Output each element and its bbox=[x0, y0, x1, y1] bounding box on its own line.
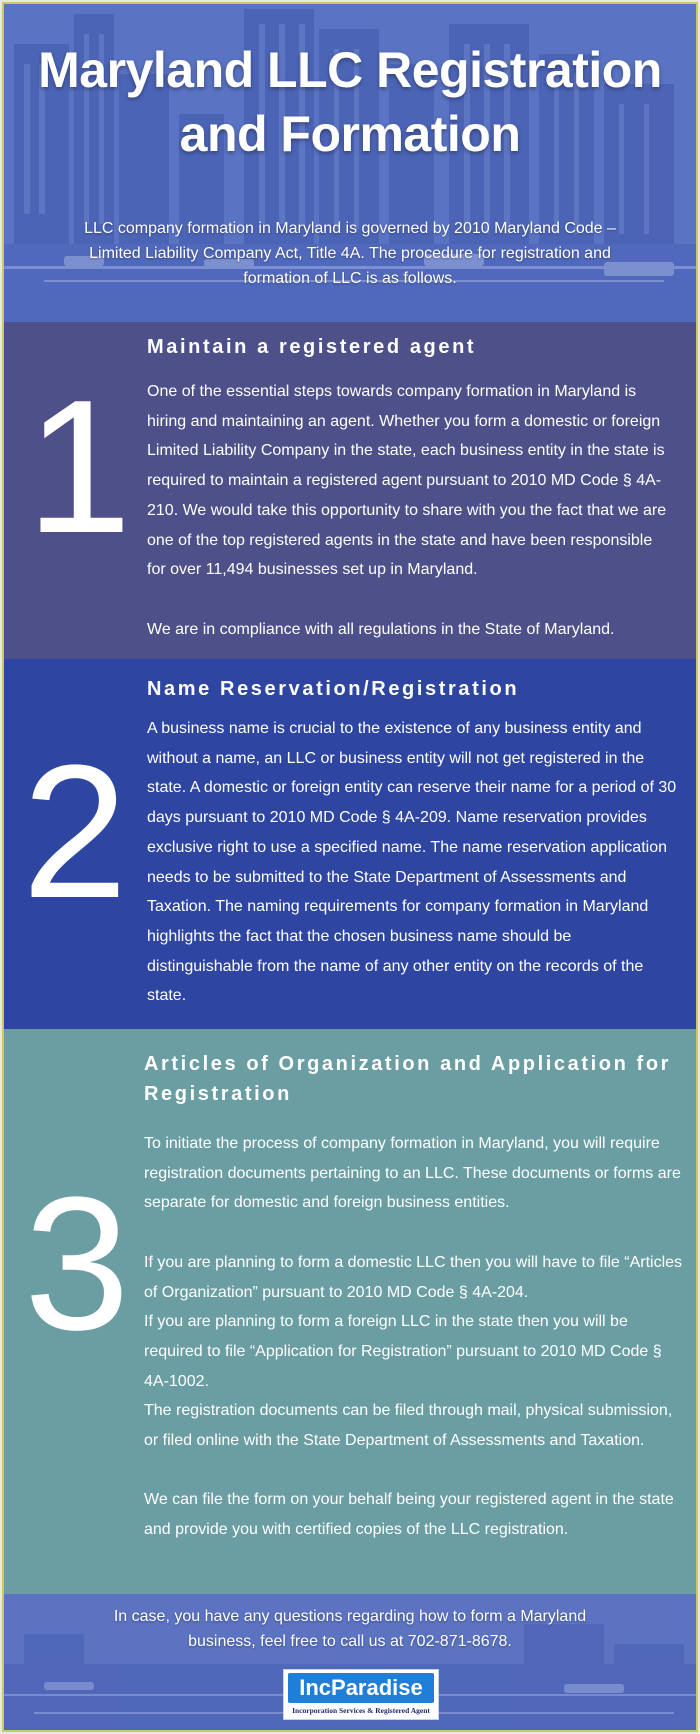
paragraph: If you are planning to form a foreign LLC in the state then you will be required to file “Application for Registration” pursuant to 2010 MD Code § 4A-1002. bbox=[144, 1313, 662, 1390]
paragraph: A business name is crucial to the existence of any business entity and without a name, an LLC or business entity will not get registered in the state. A domestic or foreign entity can reserve their name for a period of 30 days pursuant to 2010 MD Code § 4A-209. Name reservation provides exclusive right to use a specified name. The name reservation application needs to be submitted to the State Department of Assessments and Taxation. The naming requirements for company formation in Maryland highlights the fact that the chosen business name should be distinguishable from the name of any other entity on the records of the state. bbox=[147, 720, 677, 1005]
step-number: 2 bbox=[22, 726, 128, 938]
paragraph: The registration documents can be filed through mail, physical submission, or filed online with the State Department of Assessments and Taxation. bbox=[144, 1402, 673, 1450]
paragraph: We can file the form on your behalf being your registered agent in the state and provide you with certified copies of the LLC registration. bbox=[144, 1491, 674, 1539]
step-body bbox=[144, 1129, 684, 1545]
paragraph: To initiate the process of company formation in Maryland, you will require registration documents pertaining to an LLC. These documents or forms are separate for domestic and foreign business entities. bbox=[144, 1135, 681, 1212]
step-number: 1 bbox=[26, 361, 132, 573]
step-body bbox=[147, 714, 677, 1011]
step-2-section bbox=[4, 659, 696, 1029]
footer-banner bbox=[4, 1594, 696, 1732]
paragraph: We are in compliance with all regulations in the State of Maryland. bbox=[147, 620, 615, 638]
contact-text: In case, you have any questions regarding how to form a Maryland business, feel free to call us at 702-871-8678. bbox=[113, 1608, 587, 1650]
infographic bbox=[2, 2, 698, 1732]
step-title: Name Reservation/Registration bbox=[147, 678, 520, 700]
paragraph: If you are planning to form a domestic LLC then you will have to file “Articles of Organization” pursuant to 2010 MD Code § 4A-204. bbox=[144, 1253, 683, 1301]
incparadise-logo[interactable] bbox=[283, 1669, 439, 1720]
step-title: Maintain a registered agent bbox=[147, 336, 477, 358]
step-3-section bbox=[4, 1029, 696, 1594]
intro-text: LLC company formation in Maryland is governed by 2010 Maryland Code – Limited Liability Company Act, Title 4A. The procedure for registration and formation of LLC is as follows. bbox=[84, 220, 616, 287]
paragraph: One of the essential steps towards company formation in Maryland is hiring and maintaining an agent. Whether you form a domestic or foreign Limited Liability Company in the state, each business entity in the state is required to maintain a registered agent pursuant to 2010 MD Code § 4A-210. We would take this opportunity to share with you the fact that we are one of the top registered agents in the state and have been responsible for over 11,494 businesses set up in Maryland. bbox=[147, 383, 667, 579]
step-number: 3 bbox=[24, 1158, 130, 1370]
logo-name: IncParadise bbox=[288, 1673, 434, 1703]
step-body bbox=[147, 377, 672, 644]
step-1-section bbox=[4, 322, 696, 659]
header-banner bbox=[4, 4, 696, 322]
logo-tagline: Incorporation Services & Registered Agent bbox=[292, 1706, 430, 1715]
step-title: Articles of Organization and Application for Registration bbox=[144, 1053, 672, 1105]
page-title: Maryland LLC Registration and Formation bbox=[38, 42, 662, 162]
